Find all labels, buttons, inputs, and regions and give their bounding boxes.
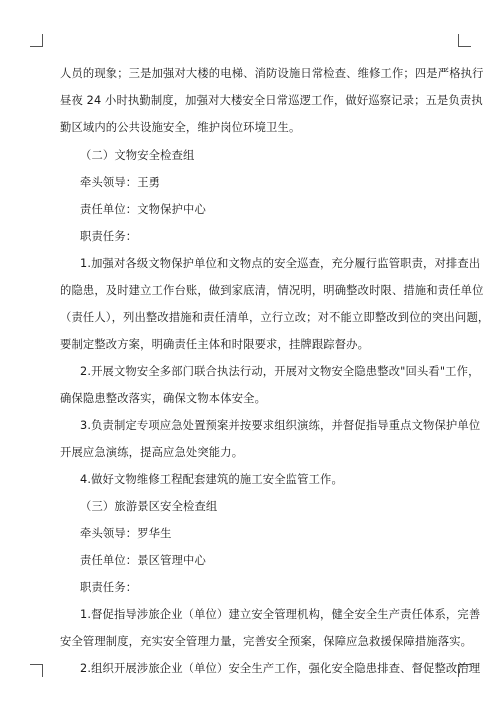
duties-label: 职责任务： [80, 581, 138, 594]
section-heading: （三）旅游景区安全检查组 [80, 500, 218, 513]
paragraph-line: 安全管理制度，充实安全管理力量，完善安全预案，保障应急救援保障措施落实。 [60, 635, 473, 648]
responsible-unit: 责任单位：文物保护中心 [80, 203, 206, 216]
crop-mark-bottom-left [30, 664, 43, 677]
paragraph-line: 2.开展文物安全多部门联合执法行动，开展对文物安全隐患整改"回头看"工作， [80, 365, 480, 378]
crop-mark-top-right [458, 34, 471, 47]
paragraph-line: 2.组织开展涉旅企业（单位）安全生产工作，强化安全隐患排查、督促整改治理 [80, 662, 481, 675]
section-heading: （二）文物安全检查组 [80, 149, 195, 162]
lead-leader: 牵头领导：罗华生 [80, 527, 172, 540]
duties-label: 职责任务： [80, 230, 138, 243]
paragraph-line: 4.做好文物维修工程配套建筑的施工安全监管工作。 [80, 473, 343, 486]
paragraph-line: 昼夜 24 小时执勤制度，加强对大楼安全日常巡逻工作，做好巡察记录；五是负责执 [60, 94, 483, 107]
paragraph-line: 1.督促指导涉旅企业（单位）建立安全管理机构，健全安全生产责任体系，完善 [80, 608, 481, 621]
paragraph-line: （责任人），列出整改措施和责任清单，立行立改；对不能立即整改到位的突出问题， [60, 311, 490, 324]
paragraph-line: 勤区域内的公共设施安全，维护岗位环境卫生。 [60, 121, 301, 134]
paragraph-line: 1.加强对各级文物保护单位和文物点的安全巡查，充分履行监管职责，对排查出 [80, 257, 481, 270]
paragraph-line: 的隐患，及时建立工作台账，做到家底清，情况明，明确整改时限、措施和责任单位 [60, 284, 484, 297]
lead-leader: 牵头领导：王勇 [80, 176, 161, 189]
crop-mark-top-left [30, 34, 43, 47]
responsible-unit: 责任单位：景区管理中心 [80, 554, 206, 567]
paragraph-line: 3.负责制定专项应急处置预案并按要求组织演练，并督促指导重点文物保护单位 [80, 419, 481, 432]
paragraph-line: 人员的现象；三是加强对大楼的电梯、消防设施日常检查、维修工作；四是严格执行 [60, 67, 484, 80]
paragraph-line: 确保隐患整改落实，确保文物本体安全。 [60, 392, 267, 405]
paragraph-line: 要制定整改方案，明确责任主体和时限要求，挂牌跟踪督办。 [60, 338, 370, 351]
paragraph-line: 开展应急演练，提高应急处突能力。 [60, 446, 244, 459]
